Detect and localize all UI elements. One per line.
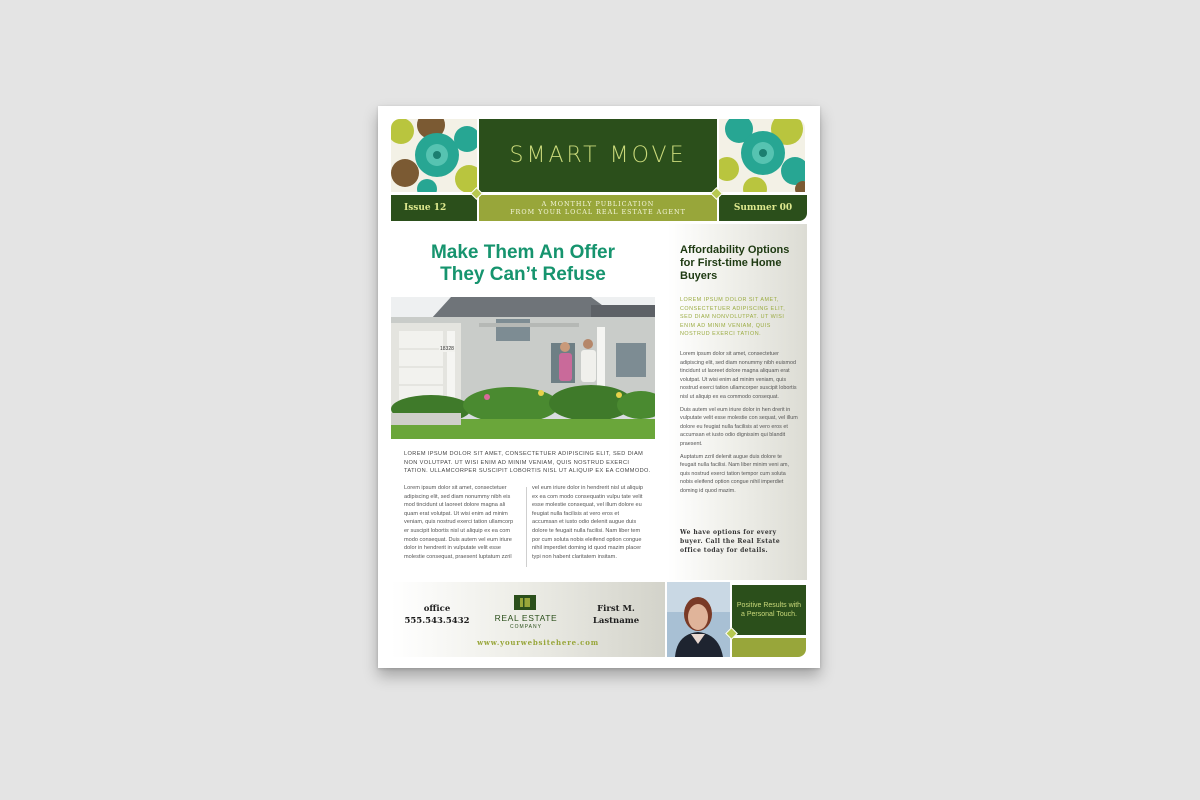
sidebar-body [680, 350, 798, 500]
sidebar-paragraph-1: Lorem ipsum dolor sit amet, consectetuer adipiscing elit, sed diam nonummy nibh euismod tincidunt ut laoreet dolore magna aliquam erat volutpat. Ut wisi enim ad minim veniam, quis nostrud exerci tation ullamcorper suscipit lobortis nisl ut aliquip ex ea commodo consequat. [680, 351, 797, 400]
subtitle-line-2: FROM YOUR LOCAL REAL ESTATE AGENT [510, 208, 686, 216]
office-label: office [423, 604, 451, 614]
floral-decoration-left [391, 119, 477, 192]
agent-name-line-1: First M. [597, 604, 635, 614]
masthead [479, 119, 717, 192]
issue-number: Issue 12 [391, 195, 477, 221]
column-divider [526, 487, 527, 567]
company-logo-icon [514, 595, 536, 610]
headline-line-1: Make Them An Offer [430, 242, 616, 263]
headline-line-2: They Can’t Refuse [440, 264, 606, 285]
issue-season: Summer 00 [719, 195, 807, 221]
subtitle-line-1: A MONTHLY PUBLICATION [541, 200, 655, 208]
company-subtitle: COMPANY [510, 624, 542, 630]
house-photo [391, 297, 655, 439]
masthead-subtitle [479, 195, 717, 221]
sidebar [668, 224, 807, 580]
sidebar-title: Affordability Options for First-time Home Buyers [680, 244, 790, 282]
sidebar-intro: LOREM IPSUM DOLOR SIT AMET, CONSECTETUER ADIPISCING ELIT, SED DIAM NONVOLUTPAT. UT WISI ENIM AD MINIM VENIAM, QUIS NOSTRUD EXERCI TATION. [680, 297, 786, 338]
agent-portrait [667, 582, 730, 657]
house-number: 18328 [440, 346, 454, 352]
tagline-box: Positive Results with a Personal Touch. [732, 585, 806, 635]
article-headline [391, 242, 655, 286]
tagline-accent-bar [732, 638, 806, 657]
agent-name-line-2: Lastname [592, 616, 640, 626]
article-column-1: Lorem ipsum dolor sit amet, consectetuer adipiscing elit, sed diam nonummy nibh eis mod tincidunt ut laoreet dolore magna ali quam erat volutpat. Ut wisi enim ad minim veniam, quis nostrud exerci tation ullamcorp er suscipit lobortis nisl ut aliquip ex ea com modo consequat. Duis autem vel eum iriure dolor in hendrerit in vulputate velit esse molestie consequat, praesent luptatum zzril [404, 485, 514, 560]
sidebar-call-to-action: We have options for every buyer. Call the Real Estate office today for details. [680, 529, 781, 554]
sidebar-paragraph-3: Auptatum zzril delenit augue duis dolore te feugait nulla facilisi. Nam liber minim veni am, quis nostrud exerci tation tempor cum soluta nobis eleifend option congue nihil imperdiet doming id quod mazim. [680, 453, 790, 494]
masthead-title: SMART MOVE [509, 143, 687, 168]
office-phone: 555.543.5432 [404, 616, 470, 626]
website-link[interactable]: www.yourwebsitehere.com [477, 638, 599, 647]
article-lead: LOREM IPSUM DOLOR SIT AMET, CONSECTETUER ADIPISCING ELIT, SED DIAM NON VOLUTPAT. UT WISI ENIM AD MINIM VENIAM, QUIS NOSTRUD EXERCI TATION. ULLAMCORPER SUSCIPIT LOBORTIS NISL UT ALIQUIP EX EA COMMODO. [404, 451, 651, 475]
floral-decoration-right [719, 119, 805, 192]
newsletter-page [378, 106, 820, 668]
agent-name [584, 603, 648, 627]
company-name: REAL ESTATE [494, 613, 558, 623]
office-contact [404, 603, 470, 627]
article-column-2: vel eum iriure dolor in hendrerit nisl ut aliquip ex ea com modo consequatin vulpu tate velit esse molestie consequat, vel illum dolore eu feugiat nulla facilisis at vero eros et accumsan et iusto odio delenit augue duis dolore te feugait nulla facilisi. Nam liber tem por cum soluta nobis eleifend option congue nihil imperdiet doming id quod mazim placer typi non habent claritatem insitam. [532, 485, 643, 560]
sidebar-paragraph-2: Duis autem vel eum iriure dolor in hen drerit in vulputate velit esse molestie con sequat, vel illum dolore eu feugiat nulla facilisis at vero eros et accumsan et iusto odio dignissim qui blandit praesent. [680, 406, 798, 447]
